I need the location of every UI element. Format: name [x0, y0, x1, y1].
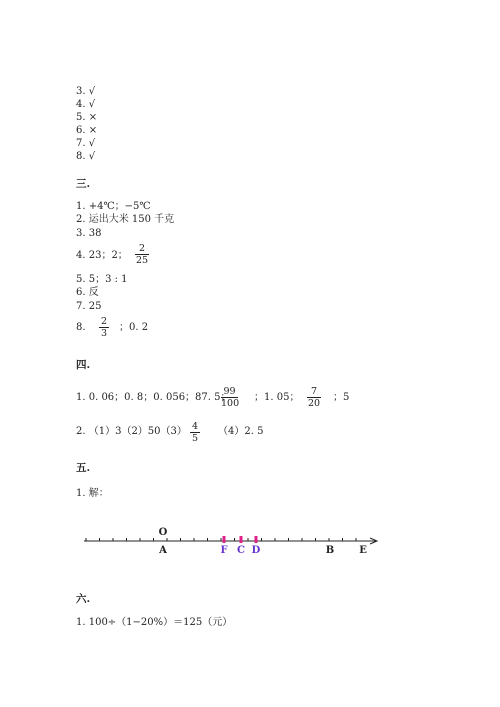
answer-line: 2. （1）3（2）50（3）	[76, 426, 187, 437]
answer-line: 8. √	[76, 151, 96, 162]
answer-text: ；0. 2	[119, 322, 149, 333]
answer-line: 1. 0. 06；0. 8；0. 056；87. 5；	[76, 392, 231, 403]
answer-line: 6. 反	[76, 287, 99, 298]
answer-line: 7. √	[76, 138, 96, 149]
point-label: E	[359, 545, 367, 556]
origin-label: O	[158, 527, 168, 538]
answer-line: 1. 100÷（1−20%）＝125（元）	[76, 617, 233, 628]
fraction-denominator: 25	[135, 255, 149, 266]
point-label: C	[237, 545, 245, 556]
point-label: A	[159, 545, 167, 556]
answer-line: 1. +4℃；−5℃	[76, 201, 151, 212]
fraction-numerator: 2	[135, 243, 149, 255]
fraction-denominator: 20	[307, 398, 321, 409]
fraction-denominator: 3	[100, 328, 108, 339]
fraction-denominator: 5	[191, 433, 199, 444]
section-heading: 四.	[76, 359, 91, 371]
point-label: D	[251, 545, 261, 556]
answer-line: 1. 解：	[76, 488, 109, 499]
fraction-numerator: 2	[100, 316, 108, 327]
section-heading: 五.	[76, 462, 91, 474]
answer-line: 3. 38	[76, 228, 102, 239]
answer-line: 8.	[76, 322, 86, 333]
answer-line: 4. √	[76, 99, 96, 110]
answer-text: ；1. 05；	[254, 392, 300, 403]
answer-line: 2. 运出大米 150 千克	[76, 214, 175, 225]
answer-line: 7. 25	[76, 301, 102, 312]
answer-line: 6. ×	[76, 125, 98, 136]
fraction-denominator: 100	[221, 398, 240, 409]
point-label: B	[325, 545, 335, 556]
section-heading: 六.	[76, 593, 91, 605]
point-label: F	[220, 545, 228, 556]
answer-line: 5. ×	[76, 112, 98, 123]
answer-text: （4）2. 5	[218, 426, 264, 437]
point-marker	[240, 536, 243, 543]
fraction-numerator: 4	[191, 421, 199, 432]
fraction-numerator: 99	[221, 386, 238, 398]
point-marker	[223, 536, 226, 543]
answer-line: 3. √	[76, 86, 96, 97]
answer-line: 5. 5；3 : 1	[76, 274, 128, 285]
answer-line: 4. 23；2；	[76, 250, 128, 261]
section-heading: 三.	[76, 178, 91, 190]
fraction-numerator: 7	[307, 386, 321, 398]
answer-text: ；5	[333, 392, 350, 403]
point-marker	[255, 536, 258, 543]
